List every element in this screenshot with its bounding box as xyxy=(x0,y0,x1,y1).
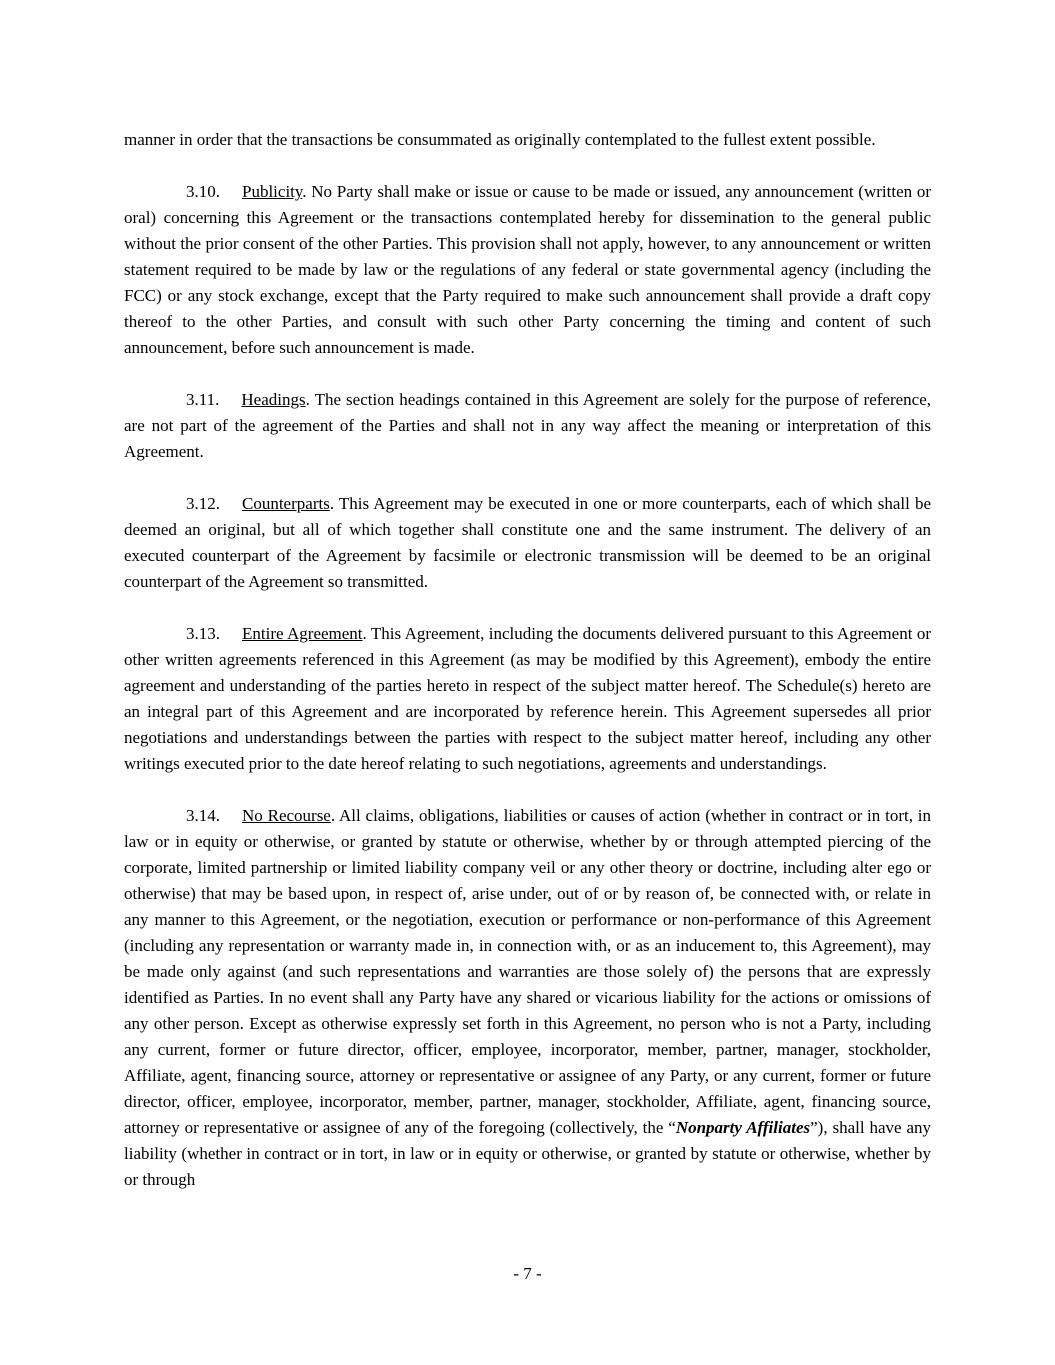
section-3-13 xyxy=(124,621,931,777)
section-3-11 xyxy=(124,387,931,465)
section-body: . This Agreement, including the documents delivered pursuant to this Agreement or other written agreements referenced in this Agreement (as may be modified by this Agreement), embody the entire agreement and understanding of the parties hereto in respect of the subject matter hereof. The Schedule(s) hereto are an integral part of this Agreement and are incorporated by reference herein. This Agreement supersedes all prior negotiations and understandings between the parties with respect to the subject matter hereof, including any other writings executed prior to the date hereof relating to such negotiations, agreements and understandings. xyxy=(124,624,931,773)
defined-term-nonparty-affiliates: Nonparty Affiliates xyxy=(675,1118,811,1137)
section-body-after: ”), shall have any liability (whether in contract or in tort, in law or in equity or otherwise, or granted by statute or otherwise, whether by or through xyxy=(124,1118,932,1189)
section-heading: Publicity xyxy=(242,182,303,201)
section-body: . The section headings contained in this Agreement are solely for the purpose of reference, are not part of the agreement of the Parties and shall not in any way affect the meaning or interpretation of this Agreement. xyxy=(124,390,931,461)
section-heading: Headings xyxy=(241,390,306,409)
continuation-text: manner in order that the transactions be consummated as originally contemplated to the fullest extent possible. xyxy=(124,130,876,149)
page-number: - 7 - xyxy=(513,1264,542,1283)
section-3-12 xyxy=(124,491,931,595)
section-number: 3.14. xyxy=(186,806,220,825)
section-number: 3.13. xyxy=(186,624,220,643)
section-body: . No Party shall make or issue or cause to be made or issued, any announcement (written or oral) concerning this Agreement or the transactions contemplated hereby for dissemination to the general public without the prior consent of the other Parties. This provision shall not apply, however, to any announcement or written statement required to be made by law or the regulations of any federal or state governmental agency (including the FCC) or any stock exchange, except that the Party required to make such announcement shall provide a draft copy thereof to the other Parties, and consult with such other Party concerning the timing and content of such announcement, before such announcement is made. xyxy=(124,182,931,357)
section-body: . This Agreement may be executed in one or more counterparts, each of which shall be deemed an original, but all of which together shall constitute one and the same instrument. The delivery of an executed counterpart of the Agreement by facsimile or electronic transmission will be deemed to be an original counterpart of the Agreement so transmitted. xyxy=(124,494,931,591)
section-body-before: . All claims, obligations, liabilities or causes of action (whether in contract or in tort, in law or in equity or otherwise, or granted by statute or otherwise, whether by or through attempted piercing of the corporate, limited partnership or limited liability company veil or any other theory or doctrine, including alter ego or otherwise) that may be based upon, in respect of, arise under, out of or by reason of, be connected with, or relate in any manner to this Agreement, or the negotiation, execution or performance or non-performance of this Agreement (including any representation or warranty made in, in connection with, or as an inducement to, this Agreement), may be made only against (and such representations and warranties are those solely of) the persons that are expressly identified as Parties. In no event shall any Party have any shared or vicarious liability for the actions or omissions of any other person. Except as otherwise expressly set forth in this Agreement, no person who is not a Party, including any current, former or future director, officer, employee, incorporator, member, partner, manager, stockholder, Affiliate, agent, financing source, attorney or representative or assignee of any Party, or any current, former or future director, officer, employee, incorporator, member, partner, manager, stockholder, Affiliate, agent, financing source, attorney or representative or assignee of any of the foregoing (collectively, the “ xyxy=(124,806,931,1137)
paragraph-continuation xyxy=(124,127,931,153)
section-3-14 xyxy=(124,803,931,1193)
section-heading: Entire Agreement xyxy=(242,624,363,643)
section-heading: No Recourse xyxy=(242,806,331,825)
section-number: 3.12. xyxy=(186,494,220,513)
section-heading: Counterparts xyxy=(242,494,330,513)
section-number: 3.11. xyxy=(186,390,220,409)
section-3-10 xyxy=(124,179,931,361)
section-number: 3.10. xyxy=(186,182,220,201)
